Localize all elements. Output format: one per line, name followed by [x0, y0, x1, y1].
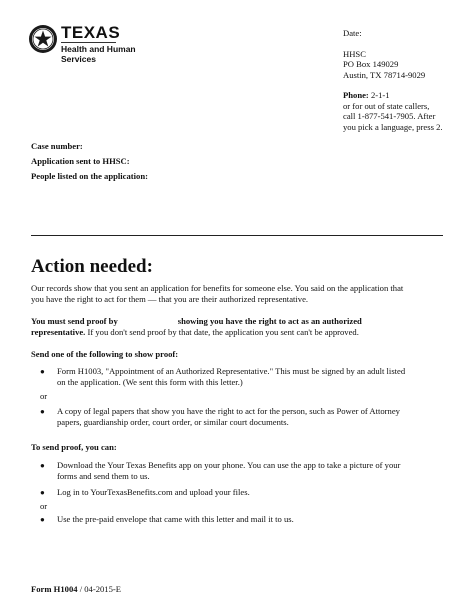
phone-value: 2-1-1	[370, 90, 390, 100]
intro-line2: you have the right to act for them — that you are their authorized representative.	[31, 294, 309, 304]
people-listed-label: People listed on the application:	[31, 171, 148, 181]
bullet-2: ●	[40, 407, 45, 416]
agency-logo-text	[61, 24, 136, 64]
phone-label: Phone:	[343, 90, 369, 100]
intro-line1: Our records show that you sent an application for benefits for someone else. You said on the application that	[31, 283, 404, 293]
city-line: Austin, TX 78714-9029	[343, 69, 426, 80]
opt1-line1: Form H1003, "Appointment of an Authorized Representative." This must be signed by an adult listed	[57, 366, 406, 376]
org-name: HHSC	[343, 48, 366, 59]
must-a: You must send proof by	[31, 316, 118, 326]
must-c: representative.	[31, 327, 86, 337]
section-divider	[31, 235, 443, 236]
bullet-5: ●	[40, 515, 45, 524]
option-legal-papers	[57, 406, 443, 428]
logo-health-human: Health and Human	[61, 44, 136, 54]
or-separator-1: or	[40, 391, 48, 401]
phone-line	[343, 90, 468, 101]
logo-services: Services	[61, 54, 96, 64]
application-sent-label: Application sent to HHSC:	[31, 156, 130, 166]
way-app-upload	[57, 460, 443, 482]
bullet-3: ●	[40, 461, 45, 470]
must-line1	[31, 316, 443, 327]
way-web-upload: Log in to YourTexasBenefits.com and upload your files.	[57, 487, 250, 497]
phone-line3: call 1-877-541-7905. After	[343, 111, 436, 121]
footer-separator: /	[77, 584, 85, 594]
opt2-line2: papers, guardianship order, court order, or similar court documents.	[57, 417, 289, 427]
phone-line4: you pick a language, press 2.	[343, 121, 443, 132]
way1-line2: forms and send them to us.	[57, 471, 150, 481]
must-b: showing you have the right to act as an authorized	[177, 316, 362, 326]
po-box: PO Box 149029	[343, 59, 399, 69]
must-send-paragraph	[31, 316, 443, 338]
opt2-line1: A copy of legal papers that show you have the right to act for the person, such as Power of Attorney	[57, 406, 400, 416]
action-heading: Action needed:	[31, 256, 153, 277]
date-label: Date:	[343, 28, 362, 38]
case-info	[31, 139, 148, 184]
case-number-label: Case number:	[31, 141, 83, 151]
to-send-heading: To send proof, you can:	[31, 442, 117, 452]
form-version: 04-2015-E	[84, 584, 121, 594]
must-line2	[31, 327, 443, 338]
phone-line2: or for out of state callers,	[343, 100, 430, 111]
option-form-h1003	[57, 366, 443, 388]
form-number: Form H1004	[31, 584, 78, 594]
intro-paragraph	[31, 283, 443, 305]
bullet-4: ●	[40, 488, 45, 497]
or-separator-2: or	[40, 501, 48, 511]
texas-seal-logo	[28, 24, 58, 54]
address-block	[343, 28, 468, 132]
logo-texas: TEXAS	[61, 23, 121, 42]
send-one-heading: Send one of the following to show proof:	[31, 349, 179, 359]
must-d: If you don't send proof by that date, the application you sent can't be approved.	[87, 327, 359, 337]
form-footer	[31, 584, 121, 594]
way1-line1: Download the Your Texas Benefits app on your phone. You can use the app to take a picture of your	[57, 460, 401, 470]
bullet-1: ●	[40, 367, 45, 376]
way-mail-envelope: Use the pre-paid envelope that came with this letter and mail it to us.	[57, 514, 294, 524]
opt1-line2: on the application. (We sent this form with this letter.)	[57, 377, 243, 387]
logo-divider	[61, 42, 116, 43]
